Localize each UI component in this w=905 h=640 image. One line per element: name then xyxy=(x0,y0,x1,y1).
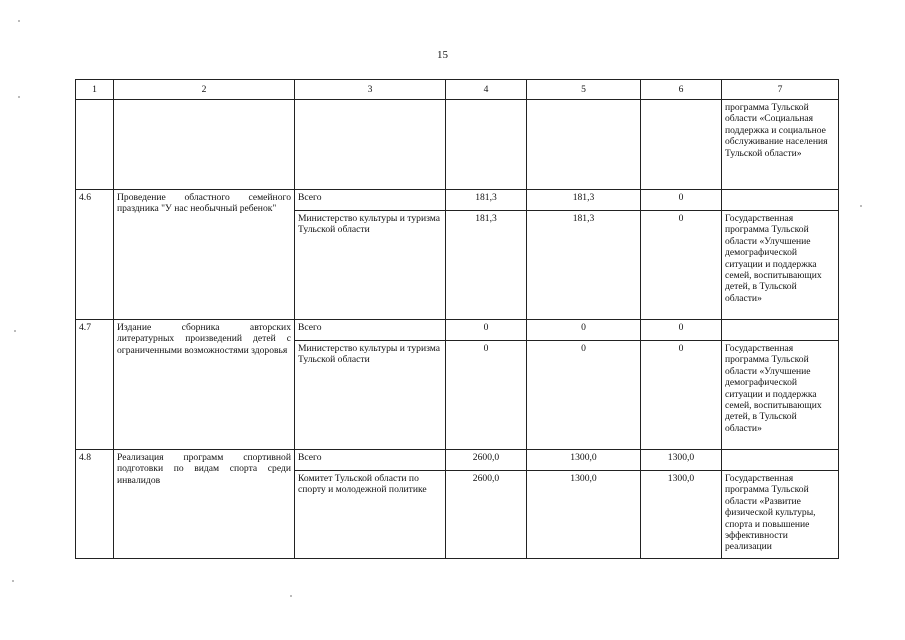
table-row xyxy=(76,450,839,471)
budget-table xyxy=(75,79,839,559)
value-col6: 0 xyxy=(641,190,722,211)
continuation-row xyxy=(76,100,839,190)
value-col5: 181,3 xyxy=(527,190,641,211)
value-col6: 0 xyxy=(641,320,722,341)
scan-speck xyxy=(12,580,14,582)
item-name: Реализация программ спортивной подготовки по видам спорта среди инвалидов xyxy=(114,450,295,559)
header-cell: 6 xyxy=(641,80,722,100)
value-col6: 1300,0 xyxy=(641,471,722,559)
source-label: Министерство культуры и туризма Тульской области xyxy=(295,211,446,320)
item-number: 4.6 xyxy=(76,190,114,320)
empty-cell xyxy=(76,100,114,190)
header-cell: 2 xyxy=(114,80,295,100)
value-col5: 181,3 xyxy=(527,211,641,320)
value-col4: 0 xyxy=(446,341,527,450)
empty-cell xyxy=(114,100,295,190)
page-number: 15 xyxy=(437,49,448,61)
value-col5: 0 xyxy=(527,320,641,341)
program-cell: Государственная программа Тульской области «Развитие физической культуры, спорта и повышение эффективности реализации xyxy=(722,471,839,559)
item-number: 4.8 xyxy=(76,450,114,559)
value-col4: 181,3 xyxy=(446,211,527,320)
program-cell: программа Тульской области «Социальная поддержка и социальное обслуживание населения Тульской области» xyxy=(722,100,839,190)
source-label: Министерство культуры и туризма Тульской области xyxy=(295,341,446,450)
value-col4: 0 xyxy=(446,320,527,341)
empty-cell xyxy=(527,100,641,190)
table-row xyxy=(76,190,839,211)
program-cell xyxy=(722,190,839,211)
source-label: Всего xyxy=(295,450,446,471)
empty-cell xyxy=(446,100,527,190)
empty-cell xyxy=(295,100,446,190)
header-cell: 5 xyxy=(527,80,641,100)
source-label: Всего xyxy=(295,320,446,341)
program-cell: Государственная программа Тульской области «Улучшение демографической ситуации и поддержка семей, воспитывающих детей, в Тульской области» xyxy=(722,341,839,450)
item-name: Проведение областного семейного праздника "У нас необычный ребенок" xyxy=(114,190,295,320)
empty-cell xyxy=(641,100,722,190)
header-cell: 1 xyxy=(76,80,114,100)
value-col6: 0 xyxy=(641,211,722,320)
source-label: Всего xyxy=(295,190,446,211)
scan-speck xyxy=(14,330,16,332)
header-cell: 3 xyxy=(295,80,446,100)
program-cell xyxy=(722,450,839,471)
value-col5: 0 xyxy=(527,341,641,450)
header-cell: 7 xyxy=(722,80,839,100)
item-name: Издание сборника авторских литературных произведений детей с ограниченными возможностями здоровья xyxy=(114,320,295,450)
source-label: Комитет Тульской области по спорту и молодежной политике xyxy=(295,471,446,559)
scan-speck xyxy=(18,96,20,98)
value-col4: 2600,0 xyxy=(446,471,527,559)
value-col4: 181,3 xyxy=(446,190,527,211)
item-number: 4.7 xyxy=(76,320,114,450)
scan-speck xyxy=(18,20,20,22)
value-col6: 1300,0 xyxy=(641,450,722,471)
program-cell: Государственная программа Тульской области «Улучшение демографической ситуации и поддержка семей, воспитывающих детей, в Тульской области» xyxy=(722,211,839,320)
value-col6: 0 xyxy=(641,341,722,450)
header-cell: 4 xyxy=(446,80,527,100)
table-row xyxy=(76,320,839,341)
value-col4: 2600,0 xyxy=(446,450,527,471)
program-cell xyxy=(722,320,839,341)
scan-speck xyxy=(290,595,292,597)
value-col5: 1300,0 xyxy=(527,450,641,471)
value-col5: 1300,0 xyxy=(527,471,641,559)
scan-speck xyxy=(860,205,862,207)
header-row xyxy=(76,80,839,100)
